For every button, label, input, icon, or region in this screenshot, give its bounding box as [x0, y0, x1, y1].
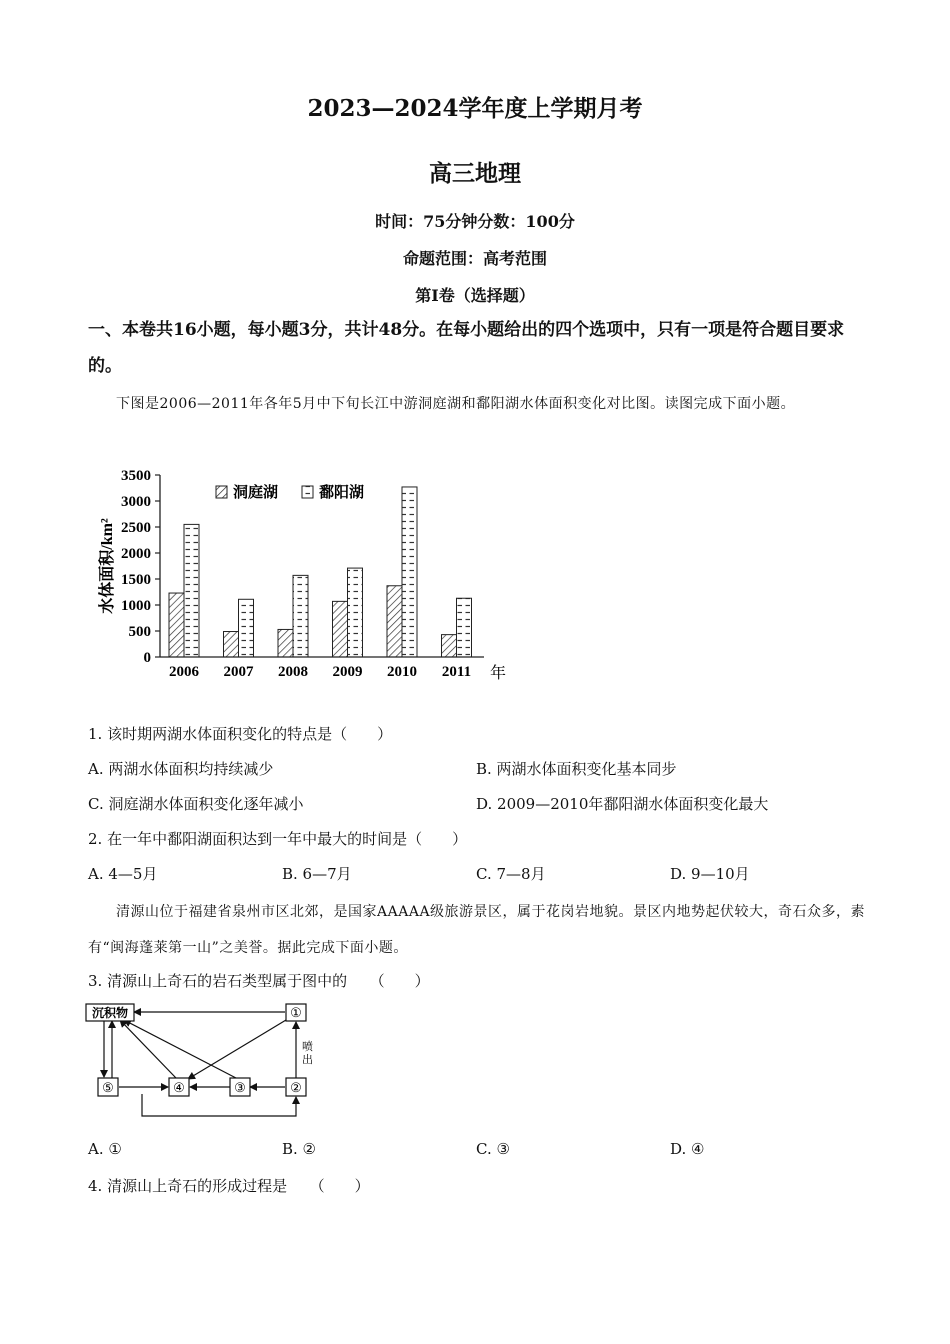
q3-stem: 3. 清源山上奇石的岩石类型属于图中的 （ ） [88, 972, 430, 990]
y-axis-label: 水体面积/km² [99, 518, 116, 614]
x-tick-label: 2006 [169, 664, 199, 680]
bar-dongting-2009 [333, 601, 348, 657]
x-tick-label: 2008 [278, 664, 308, 680]
y-axis-ticks [121, 468, 160, 666]
lake-area-chart [88, 462, 518, 692]
passage-2: 清源山位于福建省泉州市区北郊，是国家AAAAA级旅游景区，属于花岗岩地貌。景区内地势起伏较大，奇石众多，素有“闽海蓬莱第一山”之美誉。据此完成下面小题。 [88, 904, 866, 956]
y-tick-label: 0 [143, 650, 151, 666]
q3-option-b[interactable]: B. ② [282, 1140, 317, 1158]
legend-swatch-dongting [216, 486, 227, 498]
q1-option-b[interactable]: B. 两湖水体面积变化基本同步 [476, 760, 677, 778]
node-4-label: ④ [173, 1080, 185, 1095]
time-info: 时间：75分钟分数：100分 [375, 212, 575, 231]
x-tick-label: 2009 [332, 664, 363, 680]
bar-dongting-2007 [224, 632, 239, 657]
q3-option-d[interactable]: D. ④ [670, 1140, 705, 1158]
q2-option-d[interactable]: D. 9—10月 [670, 865, 750, 883]
y-tick-label: 3000 [121, 494, 151, 510]
y-tick-label: 500 [128, 624, 151, 640]
bar-dongting-2008 [278, 629, 293, 657]
q3-option-a[interactable]: A. ① [88, 1140, 122, 1158]
exam-title: 2023—2024学年度上学期月考 [307, 95, 643, 122]
y-tick-label: 1500 [121, 572, 151, 588]
bar-poyang-2010 [402, 487, 417, 657]
eruption-label-1: 喷 [302, 1041, 313, 1053]
bar-poyang-2009 [348, 568, 363, 657]
legend-label-poyang: 鄱阳湖 [319, 485, 365, 501]
q1-option-d[interactable]: D. 2009—2010年鄱阳湖水体面积变化最大 [476, 795, 769, 813]
bar-dongting-2010 [387, 586, 402, 657]
bar-dongting-2011 [442, 635, 457, 657]
node-2-label: ② [290, 1080, 302, 1095]
rock-cycle-diagram [84, 998, 324, 1126]
bar-dongting-2006 [169, 593, 184, 657]
q1-stem: 1. 该时期两湖水体面积变化的特点是（ ） [88, 725, 393, 743]
node-1-label: ① [290, 1005, 302, 1020]
eruption-label-2: 出 [302, 1054, 313, 1066]
q2-option-c[interactable]: C. 7—8月 [476, 865, 546, 883]
node-5-label: ⑤ [102, 1080, 114, 1095]
sediment-label: 沉积物 [91, 1006, 129, 1020]
volume-title: 第Ⅰ卷（选择题） [415, 286, 535, 305]
node-3-label: ③ [234, 1080, 246, 1095]
q2-stem: 2. 在一年中鄱阳湖面积达到一年中最大的时间是（ ） [88, 830, 468, 848]
q1-option-c[interactable]: C. 洞庭湖水体面积变化逐年减小 [88, 795, 304, 813]
x-axis-unit: 年 [489, 665, 507, 682]
bars [169, 487, 472, 657]
q3-option-c[interactable]: C. ③ [476, 1140, 510, 1158]
q4-stem: 4. 清源山上奇石的形成过程是 （ ） [88, 1177, 370, 1195]
q1-option-a[interactable]: A. 两湖水体面积均持续减少 [88, 760, 274, 778]
y-tick-label: 2500 [121, 520, 151, 536]
scope-info: 命题范围：高考范围 [402, 249, 547, 268]
x-tick-label: 2007 [223, 664, 254, 680]
bar-poyang-2011 [457, 598, 472, 657]
y-tick-label: 2000 [121, 546, 151, 562]
legend-label-dongting: 洞庭湖 [233, 485, 279, 501]
passage-1: 下图是2006—2011年各年5月中下旬长江中游洞庭湖和鄱阳湖水体面积变化对比图。读图完成下面小题。 [116, 396, 796, 412]
bar-poyang-2006 [184, 524, 199, 657]
x-axis-ticks [169, 664, 471, 680]
q2-option-a[interactable]: A. 4—5月 [88, 865, 158, 883]
q2-option-b[interactable]: B. 6—7月 [282, 865, 352, 883]
section-intro: 一、本卷共16小题，每小题3分，共计48分。在每小题给出的四个选项中，只有一项是符合题目要求的。 [88, 320, 845, 376]
y-tick-label: 3500 [121, 468, 151, 484]
y-tick-label: 1000 [121, 598, 151, 614]
legend-swatch-poyang [302, 486, 313, 498]
x-tick-label: 2010 [387, 664, 417, 680]
subject-title: 高三地理 [429, 160, 521, 187]
bar-poyang-2007 [239, 599, 254, 657]
bar-poyang-2008 [293, 575, 308, 657]
x-tick-label: 2011 [441, 664, 472, 680]
